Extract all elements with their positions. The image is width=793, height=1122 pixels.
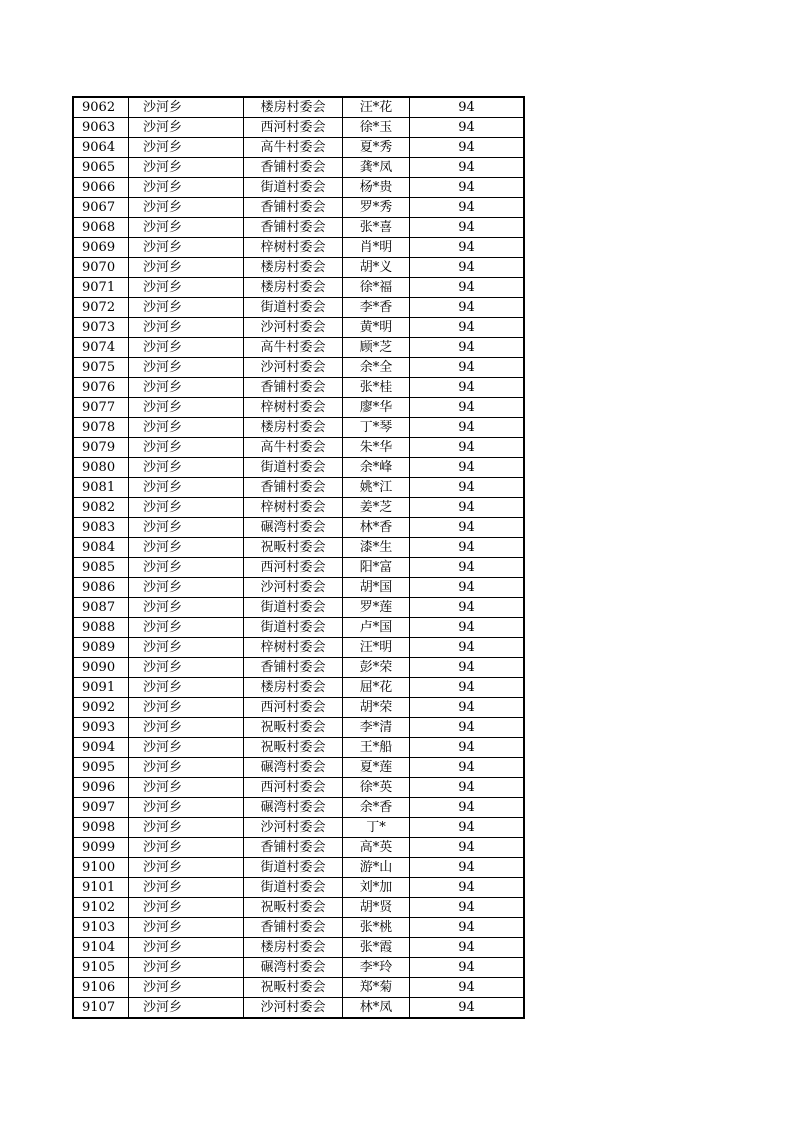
score-cell: 94 xyxy=(410,918,525,938)
score-cell: 94 xyxy=(410,978,525,998)
person-name-cell: 王*船 xyxy=(343,738,410,758)
township-cell: 沙河乡 xyxy=(129,638,244,658)
score-cell: 94 xyxy=(410,518,525,538)
score-cell: 94 xyxy=(410,158,525,178)
record-number-cell: 9072 xyxy=(73,298,129,318)
village-committee-cell: 高牛村委会 xyxy=(244,438,343,458)
record-number-cell: 9099 xyxy=(73,838,129,858)
score-cell: 94 xyxy=(410,638,525,658)
township-cell: 沙河乡 xyxy=(129,258,244,278)
person-name-cell: 姚*江 xyxy=(343,478,410,498)
person-name-cell: 罗*莲 xyxy=(343,598,410,618)
score-cell: 94 xyxy=(410,818,525,838)
township-cell: 沙河乡 xyxy=(129,818,244,838)
table-row xyxy=(73,478,524,498)
township-cell: 沙河乡 xyxy=(129,658,244,678)
score-cell: 94 xyxy=(410,318,525,338)
village-committee-cell: 街道村委会 xyxy=(244,458,343,478)
township-cell: 沙河乡 xyxy=(129,878,244,898)
record-number-cell: 9104 xyxy=(73,938,129,958)
record-number-cell: 9096 xyxy=(73,778,129,798)
score-cell: 94 xyxy=(410,498,525,518)
person-name-cell: 黄*明 xyxy=(343,318,410,338)
person-name-cell: 余*香 xyxy=(343,798,410,818)
score-cell: 94 xyxy=(410,558,525,578)
township-cell: 沙河乡 xyxy=(129,118,244,138)
person-name-cell: 李*玲 xyxy=(343,958,410,978)
score-cell: 94 xyxy=(410,798,525,818)
person-name-cell: 阳*富 xyxy=(343,558,410,578)
table-row xyxy=(73,318,524,338)
village-committee-cell: 高牛村委会 xyxy=(244,338,343,358)
record-number-cell: 9070 xyxy=(73,258,129,278)
person-name-cell: 张*霞 xyxy=(343,938,410,958)
score-cell: 94 xyxy=(410,998,525,1019)
table-row xyxy=(73,758,524,778)
township-cell: 沙河乡 xyxy=(129,678,244,698)
record-number-cell: 9087 xyxy=(73,598,129,618)
record-number-cell: 9082 xyxy=(73,498,129,518)
record-number-cell: 9081 xyxy=(73,478,129,498)
record-number-cell: 9100 xyxy=(73,858,129,878)
record-number-cell: 9067 xyxy=(73,198,129,218)
village-committee-cell: 碾湾村委会 xyxy=(244,798,343,818)
score-cell: 94 xyxy=(410,878,525,898)
table-row xyxy=(73,158,524,178)
table-row xyxy=(73,518,524,538)
village-committee-cell: 梓树村委会 xyxy=(244,498,343,518)
village-committee-cell: 香铺村委会 xyxy=(244,658,343,678)
township-cell: 沙河乡 xyxy=(129,578,244,598)
village-committee-cell: 街道村委会 xyxy=(244,878,343,898)
village-committee-cell: 沙河村委会 xyxy=(244,358,343,378)
township-cell: 沙河乡 xyxy=(129,298,244,318)
person-name-cell: 张*桃 xyxy=(343,918,410,938)
score-cell: 94 xyxy=(410,258,525,278)
record-number-cell: 9102 xyxy=(73,898,129,918)
village-committee-cell: 碾湾村委会 xyxy=(244,518,343,538)
record-number-cell: 9075 xyxy=(73,358,129,378)
person-name-cell: 丁* xyxy=(343,818,410,838)
record-number-cell: 9092 xyxy=(73,698,129,718)
score-cell: 94 xyxy=(410,858,525,878)
table-row xyxy=(73,358,524,378)
table-row xyxy=(73,298,524,318)
township-cell: 沙河乡 xyxy=(129,478,244,498)
village-committee-cell: 楼房村委会 xyxy=(244,278,343,298)
township-cell: 沙河乡 xyxy=(129,418,244,438)
score-cell: 94 xyxy=(410,758,525,778)
person-name-cell: 肖*明 xyxy=(343,238,410,258)
township-cell: 沙河乡 xyxy=(129,598,244,618)
township-cell: 沙河乡 xyxy=(129,758,244,778)
township-cell: 沙河乡 xyxy=(129,178,244,198)
person-name-cell: 李*香 xyxy=(343,298,410,318)
record-number-cell: 9095 xyxy=(73,758,129,778)
table-row xyxy=(73,238,524,258)
township-cell: 沙河乡 xyxy=(129,858,244,878)
township-cell: 沙河乡 xyxy=(129,238,244,258)
village-committee-cell: 香铺村委会 xyxy=(244,478,343,498)
table-row xyxy=(73,718,524,738)
table-row xyxy=(73,638,524,658)
person-name-cell: 刘*加 xyxy=(343,878,410,898)
person-name-cell: 郑*菊 xyxy=(343,978,410,998)
township-cell: 沙河乡 xyxy=(129,978,244,998)
table-row xyxy=(73,918,524,938)
village-committee-cell: 香铺村委会 xyxy=(244,918,343,938)
person-name-cell: 林*凤 xyxy=(343,998,410,1019)
person-name-cell: 高*英 xyxy=(343,838,410,858)
village-committee-cell: 沙河村委会 xyxy=(244,318,343,338)
person-name-cell: 徐*玉 xyxy=(343,118,410,138)
township-cell: 沙河乡 xyxy=(129,398,244,418)
township-cell: 沙河乡 xyxy=(129,218,244,238)
score-cell: 94 xyxy=(410,578,525,598)
record-number-cell: 9089 xyxy=(73,638,129,658)
village-committee-cell: 碾湾村委会 xyxy=(244,958,343,978)
township-cell: 沙河乡 xyxy=(129,158,244,178)
table-row xyxy=(73,558,524,578)
record-number-cell: 9073 xyxy=(73,318,129,338)
person-name-cell: 彭*荣 xyxy=(343,658,410,678)
score-cell: 94 xyxy=(410,378,525,398)
township-cell: 沙河乡 xyxy=(129,338,244,358)
village-committee-cell: 楼房村委会 xyxy=(244,258,343,278)
village-committee-cell: 祝畈村委会 xyxy=(244,978,343,998)
table-row xyxy=(73,97,524,118)
score-cell: 94 xyxy=(410,238,525,258)
record-number-cell: 9062 xyxy=(73,97,129,118)
person-name-cell: 杨*贵 xyxy=(343,178,410,198)
table-row xyxy=(73,678,524,698)
table-row xyxy=(73,778,524,798)
village-committee-cell: 沙河村委会 xyxy=(244,818,343,838)
score-cell: 94 xyxy=(410,218,525,238)
person-name-cell: 汪*花 xyxy=(343,97,410,118)
score-cell: 94 xyxy=(410,138,525,158)
village-committee-cell: 沙河村委会 xyxy=(244,578,343,598)
roster-table-body xyxy=(73,97,524,1018)
village-committee-cell: 碾湾村委会 xyxy=(244,758,343,778)
township-cell: 沙河乡 xyxy=(129,898,244,918)
village-committee-cell: 香铺村委会 xyxy=(244,158,343,178)
roster-table xyxy=(72,96,525,1019)
table-row xyxy=(73,338,524,358)
village-committee-cell: 香铺村委会 xyxy=(244,218,343,238)
score-cell: 94 xyxy=(410,198,525,218)
table-row xyxy=(73,738,524,758)
village-committee-cell: 祝畈村委会 xyxy=(244,538,343,558)
person-name-cell: 胡*荣 xyxy=(343,698,410,718)
township-cell: 沙河乡 xyxy=(129,698,244,718)
score-cell: 94 xyxy=(410,438,525,458)
township-cell: 沙河乡 xyxy=(129,718,244,738)
record-number-cell: 9101 xyxy=(73,878,129,898)
person-name-cell: 顾*芝 xyxy=(343,338,410,358)
table-row xyxy=(73,398,524,418)
village-committee-cell: 祝畈村委会 xyxy=(244,898,343,918)
village-committee-cell: 西河村委会 xyxy=(244,558,343,578)
township-cell: 沙河乡 xyxy=(129,97,244,118)
person-name-cell: 夏*秀 xyxy=(343,138,410,158)
township-cell: 沙河乡 xyxy=(129,998,244,1019)
township-cell: 沙河乡 xyxy=(129,518,244,538)
record-number-cell: 9084 xyxy=(73,538,129,558)
person-name-cell: 余*峰 xyxy=(343,458,410,478)
person-name-cell: 屈*花 xyxy=(343,678,410,698)
record-number-cell: 9090 xyxy=(73,658,129,678)
village-committee-cell: 梓树村委会 xyxy=(244,398,343,418)
person-name-cell: 李*清 xyxy=(343,718,410,738)
village-committee-cell: 西河村委会 xyxy=(244,118,343,138)
score-cell: 94 xyxy=(410,898,525,918)
township-cell: 沙河乡 xyxy=(129,498,244,518)
village-committee-cell: 街道村委会 xyxy=(244,858,343,878)
village-committee-cell: 香铺村委会 xyxy=(244,378,343,398)
person-name-cell: 卢*国 xyxy=(343,618,410,638)
person-name-cell: 余*全 xyxy=(343,358,410,378)
person-name-cell: 夏*莲 xyxy=(343,758,410,778)
township-cell: 沙河乡 xyxy=(129,918,244,938)
record-number-cell: 9076 xyxy=(73,378,129,398)
table-row xyxy=(73,378,524,398)
table-row xyxy=(73,858,524,878)
township-cell: 沙河乡 xyxy=(129,958,244,978)
record-number-cell: 9094 xyxy=(73,738,129,758)
table-row xyxy=(73,798,524,818)
person-name-cell: 廖*华 xyxy=(343,398,410,418)
person-name-cell: 游*山 xyxy=(343,858,410,878)
score-cell: 94 xyxy=(410,398,525,418)
table-row xyxy=(73,898,524,918)
township-cell: 沙河乡 xyxy=(129,358,244,378)
village-committee-cell: 街道村委会 xyxy=(244,178,343,198)
person-name-cell: 姜*芝 xyxy=(343,498,410,518)
record-number-cell: 9105 xyxy=(73,958,129,978)
village-committee-cell: 祝畈村委会 xyxy=(244,718,343,738)
record-number-cell: 9078 xyxy=(73,418,129,438)
village-committee-cell: 楼房村委会 xyxy=(244,938,343,958)
village-committee-cell: 楼房村委会 xyxy=(244,418,343,438)
village-committee-cell: 街道村委会 xyxy=(244,298,343,318)
township-cell: 沙河乡 xyxy=(129,738,244,758)
table-row xyxy=(73,218,524,238)
table-row xyxy=(73,438,524,458)
record-number-cell: 9074 xyxy=(73,338,129,358)
village-committee-cell: 街道村委会 xyxy=(244,618,343,638)
table-row xyxy=(73,198,524,218)
table-row xyxy=(73,498,524,518)
village-committee-cell: 祝畈村委会 xyxy=(244,738,343,758)
score-cell: 94 xyxy=(410,178,525,198)
person-name-cell: 丁*琴 xyxy=(343,418,410,438)
person-name-cell: 龚*凤 xyxy=(343,158,410,178)
table-row xyxy=(73,138,524,158)
person-name-cell: 胡*国 xyxy=(343,578,410,598)
record-number-cell: 9080 xyxy=(73,458,129,478)
village-committee-cell: 高牛村委会 xyxy=(244,138,343,158)
record-number-cell: 9085 xyxy=(73,558,129,578)
township-cell: 沙河乡 xyxy=(129,558,244,578)
person-name-cell: 胡*义 xyxy=(343,258,410,278)
table-row xyxy=(73,998,524,1019)
village-committee-cell: 楼房村委会 xyxy=(244,97,343,118)
township-cell: 沙河乡 xyxy=(129,778,244,798)
score-cell: 94 xyxy=(410,678,525,698)
score-cell: 94 xyxy=(410,958,525,978)
score-cell: 94 xyxy=(410,418,525,438)
township-cell: 沙河乡 xyxy=(129,438,244,458)
score-cell: 94 xyxy=(410,458,525,478)
table-row xyxy=(73,418,524,438)
village-committee-cell: 梓树村委会 xyxy=(244,238,343,258)
record-number-cell: 9069 xyxy=(73,238,129,258)
table-row xyxy=(73,838,524,858)
record-number-cell: 9107 xyxy=(73,998,129,1019)
township-cell: 沙河乡 xyxy=(129,538,244,558)
person-name-cell: 朱*华 xyxy=(343,438,410,458)
record-number-cell: 9097 xyxy=(73,798,129,818)
score-cell: 94 xyxy=(410,338,525,358)
table-row xyxy=(73,118,524,138)
table-row xyxy=(73,598,524,618)
village-committee-cell: 香铺村委会 xyxy=(244,838,343,858)
township-cell: 沙河乡 xyxy=(129,618,244,638)
township-cell: 沙河乡 xyxy=(129,838,244,858)
township-cell: 沙河乡 xyxy=(129,198,244,218)
village-committee-cell: 西河村委会 xyxy=(244,698,343,718)
score-cell: 94 xyxy=(410,938,525,958)
village-committee-cell: 沙河村委会 xyxy=(244,998,343,1019)
record-number-cell: 9091 xyxy=(73,678,129,698)
record-number-cell: 9098 xyxy=(73,818,129,838)
record-number-cell: 9063 xyxy=(73,118,129,138)
person-name-cell: 罗*秀 xyxy=(343,198,410,218)
village-committee-cell: 街道村委会 xyxy=(244,598,343,618)
table-row xyxy=(73,458,524,478)
township-cell: 沙河乡 xyxy=(129,318,244,338)
township-cell: 沙河乡 xyxy=(129,138,244,158)
table-row xyxy=(73,278,524,298)
record-number-cell: 9071 xyxy=(73,278,129,298)
village-committee-cell: 楼房村委会 xyxy=(244,678,343,698)
person-name-cell: 汪*明 xyxy=(343,638,410,658)
table-row xyxy=(73,818,524,838)
township-cell: 沙河乡 xyxy=(129,798,244,818)
table-row xyxy=(73,698,524,718)
village-committee-cell: 西河村委会 xyxy=(244,778,343,798)
person-name-cell: 张*喜 xyxy=(343,218,410,238)
score-cell: 94 xyxy=(410,698,525,718)
record-number-cell: 9106 xyxy=(73,978,129,998)
person-name-cell: 徐*福 xyxy=(343,278,410,298)
table-row xyxy=(73,618,524,638)
score-cell: 94 xyxy=(410,278,525,298)
score-cell: 94 xyxy=(410,538,525,558)
village-committee-cell: 梓树村委会 xyxy=(244,638,343,658)
record-number-cell: 9077 xyxy=(73,398,129,418)
table-row xyxy=(73,258,524,278)
score-cell: 94 xyxy=(410,478,525,498)
person-name-cell: 漆*生 xyxy=(343,538,410,558)
table-row xyxy=(73,658,524,678)
record-number-cell: 9088 xyxy=(73,618,129,638)
record-number-cell: 9066 xyxy=(73,178,129,198)
table-row xyxy=(73,538,524,558)
township-cell: 沙河乡 xyxy=(129,938,244,958)
township-cell: 沙河乡 xyxy=(129,458,244,478)
score-cell: 94 xyxy=(410,778,525,798)
table-row xyxy=(73,938,524,958)
score-cell: 94 xyxy=(410,598,525,618)
score-cell: 94 xyxy=(410,618,525,638)
village-committee-cell: 香铺村委会 xyxy=(244,198,343,218)
table-row xyxy=(73,978,524,998)
score-cell: 94 xyxy=(410,118,525,138)
record-number-cell: 9068 xyxy=(73,218,129,238)
score-cell: 94 xyxy=(410,298,525,318)
record-number-cell: 9079 xyxy=(73,438,129,458)
person-name-cell: 张*桂 xyxy=(343,378,410,398)
township-cell: 沙河乡 xyxy=(129,378,244,398)
record-number-cell: 9064 xyxy=(73,138,129,158)
record-number-cell: 9083 xyxy=(73,518,129,538)
record-number-cell: 9086 xyxy=(73,578,129,598)
score-cell: 94 xyxy=(410,738,525,758)
table-row xyxy=(73,178,524,198)
table-row xyxy=(73,878,524,898)
score-cell: 94 xyxy=(410,97,525,118)
person-name-cell: 林*香 xyxy=(343,518,410,538)
table-row xyxy=(73,958,524,978)
score-cell: 94 xyxy=(410,658,525,678)
record-number-cell: 9093 xyxy=(73,718,129,738)
township-cell: 沙河乡 xyxy=(129,278,244,298)
score-cell: 94 xyxy=(410,358,525,378)
score-cell: 94 xyxy=(410,718,525,738)
record-number-cell: 9065 xyxy=(73,158,129,178)
record-number-cell: 9103 xyxy=(73,918,129,938)
person-name-cell: 胡*贤 xyxy=(343,898,410,918)
person-name-cell: 徐*英 xyxy=(343,778,410,798)
table-row xyxy=(73,578,524,598)
score-cell: 94 xyxy=(410,838,525,858)
